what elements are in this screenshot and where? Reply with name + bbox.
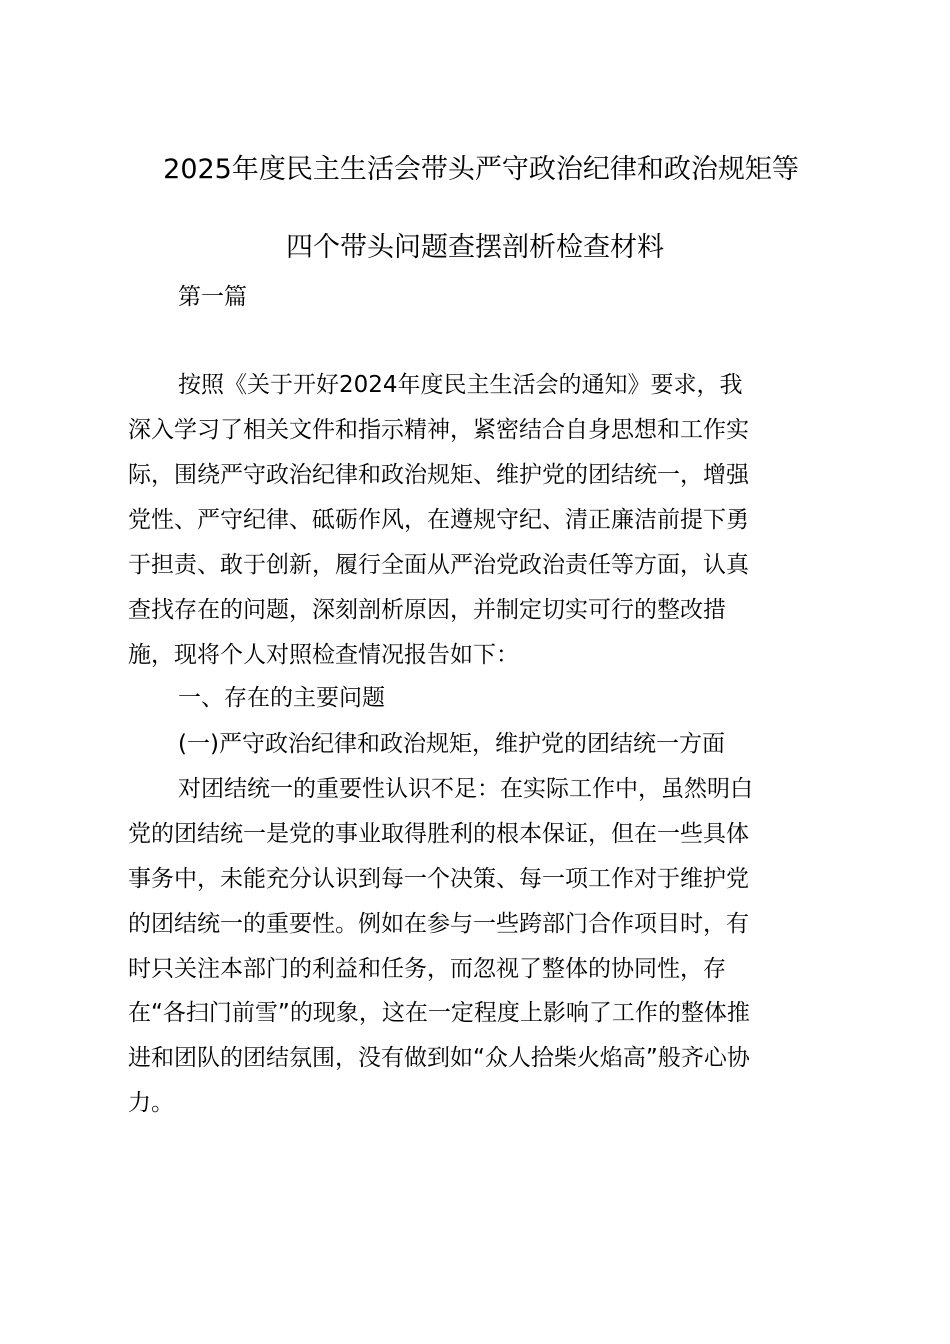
- paragraph-1-line: 于担责、敢于创新，履行全面从严治党政治责任等方面，认真: [128, 552, 749, 578]
- paragraph-1-line: 施，现将个人对照检查情况报告如下：: [128, 642, 519, 668]
- paragraph-1-line: 查找存在的问题，深刻剖析原因，并制定切实可行的整改措: [128, 597, 726, 623]
- paragraph-2-line: 进和团队的团结氛围，没有做到如“众人拾柴火焰高”般齐心协: [128, 1045, 750, 1071]
- paragraph-2-line: 的团结统一的重要性。例如在参与一些跨部门合作项目时，有: [128, 911, 749, 937]
- document-title-line-1: 2025年度民主生活会带头严守政治纪律和政治规矩等: [163, 154, 799, 185]
- paragraph-2-line: 事务中，未能充分认识到每一个决策、每一项工作对于维护党: [128, 866, 749, 892]
- paragraph-1-line: 际，围绕严守政治纪律和政治规矩、维护党的团结统一，增强: [128, 462, 749, 488]
- paragraph-1-line: 深入学习了相关文件和指示精神，紧密结合自身思想和工作实: [128, 417, 749, 443]
- paragraph-1-line: 按照《关于开好2024年度民主生活会的通知》要求，我: [178, 372, 743, 398]
- section-label: 第一篇: [178, 284, 247, 310]
- document-title-line-2: 四个带头问题查摆剖析检查材料: [286, 232, 664, 263]
- paragraph-2-line: 对团结统一的重要性认识不足：在实际工作中，虽然明白: [178, 776, 753, 802]
- paragraph-1-line: 党性、严守纪律、砥砺作风，在遵规守纪、清正廉洁前提下勇: [128, 507, 749, 533]
- subsection-heading: (一)严守政治纪律和政治规矩，维护党的团结统一方面: [178, 731, 725, 757]
- paragraph-2-line: 时只关注本部门的利益和任务，而忽视了整体的协同性，存: [128, 956, 726, 982]
- paragraph-2-line: 力。: [128, 1090, 174, 1116]
- paragraph-2-line: 党的团结统一是党的事业取得胜利的根本保证，但在一些具体: [128, 821, 749, 847]
- section-heading: 一、存在的主要问题: [178, 685, 385, 711]
- paragraph-2-line: 在“各扫门前雪”的现象，这在一定程度上影响了工作的整体推: [128, 1000, 750, 1026]
